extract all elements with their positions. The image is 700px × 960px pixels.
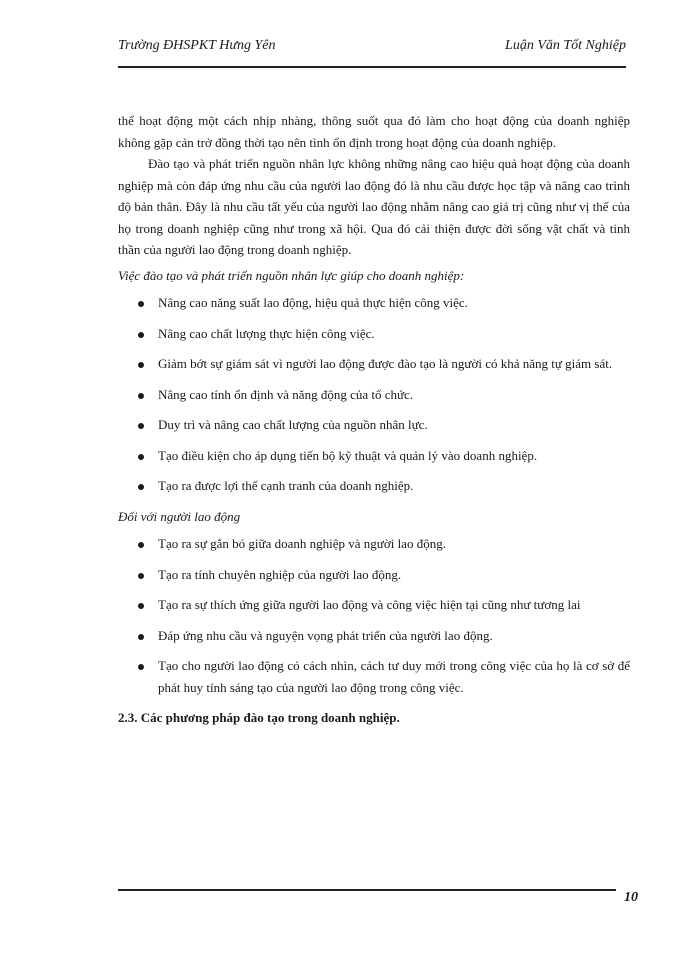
bullet-icon — [138, 301, 144, 307]
bullet-icon — [138, 634, 144, 640]
list-item: Tạo ra được lợi thế cạnh tranh của doanh nghiệp. — [118, 475, 630, 497]
list-item: Nâng cao tính ổn định và năng động của tổ chức. — [118, 384, 630, 406]
list-item: Tạo ra sự thích ứng giữa người lao động và công việc hiện tại cũng như tương lai — [118, 594, 630, 616]
list-item: Tạo cho người lao động có cách nhìn, cách tư duy mới trong công việc của họ là cơ sở để phát huy tính sáng tạo của người lao động trong công việc. — [118, 655, 630, 698]
paragraph-training-benefits: Đào tạo và phát triển nguồn nhân lực không những nâng cao hiệu quả hoạt động của doanh nghiệp mà còn đáp ứng nhu cầu của người lao động đó là nhu cầu được học tập và nâng cao trình độ bản thân. Đây là nhu cầu tất yếu của người lao động nhằm nâng cao giá trị cũng như vị thế của họ trong doanh nghiệp cũng như trong xã hội. Qua đó cải thiện được đời sống vật chất và tinh thần của người lao động trong doanh nghiệp. — [118, 156, 630, 257]
bullet-list-business — [118, 292, 630, 497]
list-item: Nâng cao chất lượng thực hiện công việc. — [118, 323, 630, 345]
list-item: Tạo ra tính chuyên nghiệp của người lao động. — [118, 564, 630, 586]
bullet-icon — [138, 454, 144, 460]
bullet-list-worker — [118, 533, 630, 698]
list-item: Tạo điều kiện cho áp dụng tiến bộ kỹ thuật và quản lý vào doanh nghiệp. — [118, 445, 630, 467]
list-item: Nâng cao năng suất lao động, hiệu quả thực hiện công việc. — [118, 292, 630, 314]
bullet-icon — [138, 603, 144, 609]
list-item: Giảm bớt sự giám sát vì người lao động được đào tạo là người có khả năng tự giám sát. — [118, 353, 630, 375]
page-number: 10 — [624, 890, 638, 905]
list-item: Đáp ứng nhu cầu và nguyện vọng phát triển của người lao động. — [118, 625, 630, 647]
bullet-icon — [138, 332, 144, 338]
header-thesis-title: Luận Văn Tốt Nghiệp — [505, 38, 626, 53]
bullet-icon — [138, 423, 144, 429]
section-heading-2-3: 2.3. Các phương pháp đào tạo trong doanh nghiệp. — [118, 710, 400, 725]
header-divider — [118, 66, 626, 68]
footer-divider — [118, 889, 616, 891]
bullet-icon — [138, 573, 144, 579]
list-item: Tạo ra sự gắn bó giữa doanh nghiệp và người lao động. — [118, 533, 630, 555]
section-label-worker: Đối với người lao động — [118, 508, 241, 524]
page-header — [118, 38, 626, 64]
section-label-business: Việc đào tạo và phát triển nguồn nhân lực giúp cho doanh nghiệp: — [118, 267, 465, 283]
page-body — [118, 110, 630, 729]
list-item: Duy trì và nâng cao chất lượng của nguồn nhân lực. — [118, 414, 630, 436]
bullet-icon — [138, 664, 144, 670]
paragraph-continuation: thể hoạt động một cách nhịp nhàng, thông suốt qua đó làm cho hoạt động của doanh nghiệp không gặp cản trở đồng thời tạo nên tình ổn định trong hoạt động của doanh nghiệp. — [118, 113, 630, 150]
bullet-icon — [138, 362, 144, 368]
bullet-icon — [138, 393, 144, 399]
bullet-icon — [138, 484, 144, 490]
bullet-icon — [138, 542, 144, 548]
header-school: Trường ĐHSPKT Hưng Yên — [118, 38, 276, 53]
